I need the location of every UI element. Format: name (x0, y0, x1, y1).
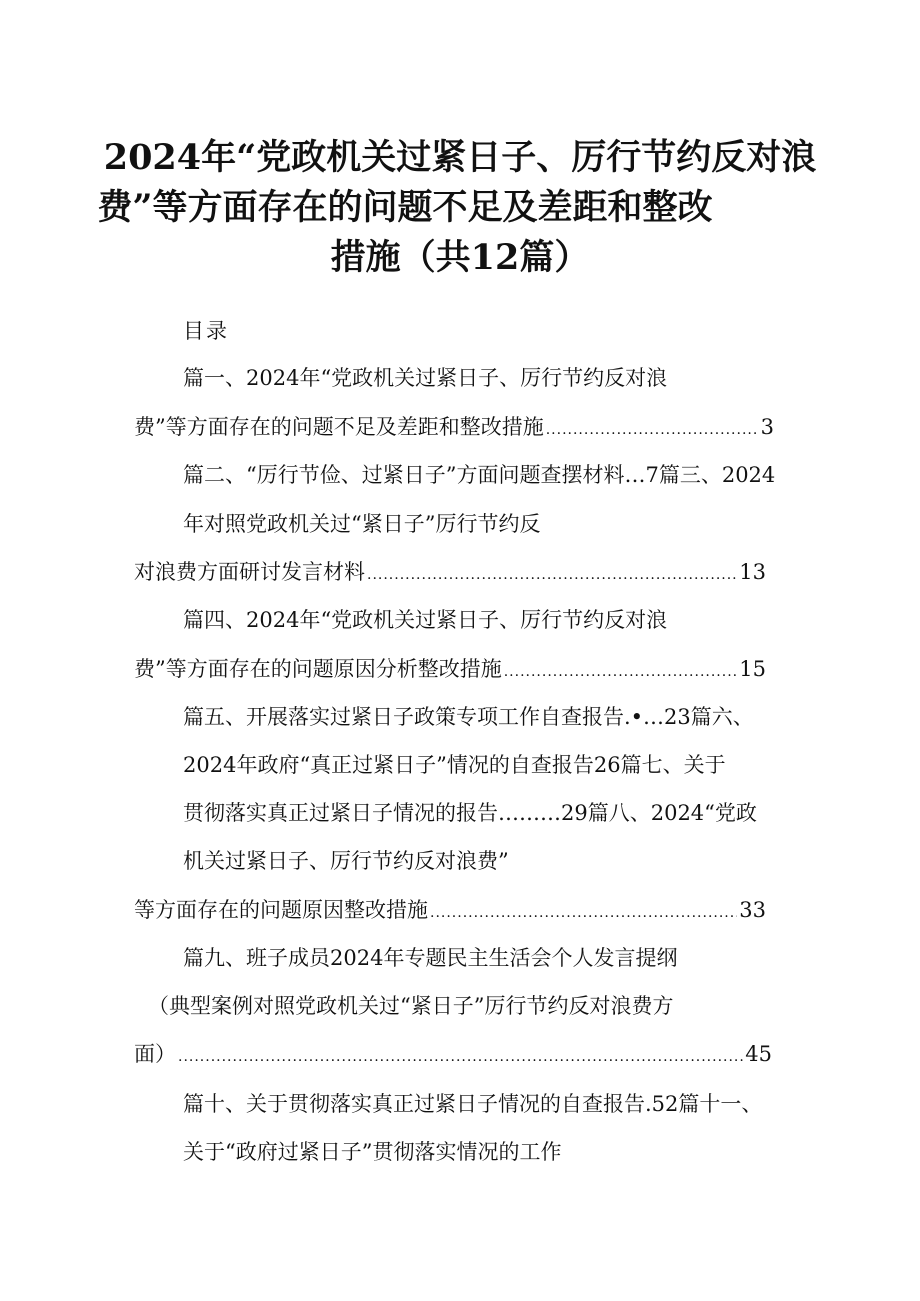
toc-line: 2024年政府“真正过紧日子”情况的自查报告26篇七、关于 (183, 753, 726, 777)
toc-line: 篇二、“厉行节俭、过紧日子”方面问题查摆材料…7篇三、2024 (183, 463, 776, 487)
toc-line: （典型案例对照党政机关过“紧日子”厉行节约反对浪费方 (148, 994, 674, 1018)
title-line-3: 措施（共12篇） (330, 237, 590, 278)
toc-entry-4[interactable] (134, 654, 766, 687)
toc-page-number: 33 (739, 898, 766, 922)
dot-leader (430, 898, 737, 928)
toc-line: 篇九、班子成员2024年专题民主生活会个人发言提纲 (183, 946, 678, 970)
toc-line: 篇十、关于贯彻落实真正过紧日子情况的自查报告.52篇十一、 (183, 1092, 763, 1116)
toc-entry-text: 费”等方面存在的问题不足及差距和整改措施 (134, 415, 544, 439)
toc-entry-text: 费”等方面存在的问题原因分析整改措施 (134, 657, 502, 681)
dot-leader (546, 415, 759, 445)
toc-line: 篇四、2024年“党政机关过紧日子、厉行节约反对浪 (183, 608, 668, 632)
dot-leader (367, 560, 737, 590)
toc-page-number: 15 (739, 657, 766, 681)
dot-leader (504, 657, 738, 687)
toc-line: 贯彻落实真正过紧日子情况的报告………29篇八、2024“党政 (183, 801, 757, 825)
toc-page-number: 13 (739, 560, 766, 584)
dot-leader (178, 1042, 743, 1072)
title-line-1: 2024年“党政机关过紧日子、厉行节约反对浪 (103, 137, 817, 178)
toc-entry-9[interactable] (134, 1039, 772, 1072)
toc-entry-8[interactable] (134, 895, 766, 928)
toc-entry-3[interactable] (134, 557, 766, 590)
toc-page-number: 3 (760, 415, 774, 439)
toc-page-number: 45 (745, 1042, 772, 1066)
toc-line: 篇一、2024年“党政机关过紧日子、厉行节约反对浪 (183, 366, 668, 390)
toc-line: 年对照党政机关过“紧日子”厉行节约反 (183, 512, 541, 536)
toc-entry-text: 等方面存在的问题原因整改措施 (134, 898, 428, 922)
toc-line: 篇五、开展落实过紧日子政策专项工作自查报告.•…23篇六、 (183, 705, 754, 729)
toc-line: 关于“政府过紧日子”贯彻落实情况的工作 (183, 1140, 562, 1164)
toc-entry-text: 面） (134, 1042, 176, 1066)
toc-heading: 目录 (183, 319, 229, 343)
title-line-2: 费”等方面存在的问题不足及差距和整改 (97, 187, 713, 228)
toc-line: 机关过紧日子、厉行节约反对浪费” (183, 849, 509, 873)
toc-entry-text: 对浪费方面研讨发言材料 (134, 560, 365, 584)
toc-entry-1[interactable] (134, 412, 774, 445)
